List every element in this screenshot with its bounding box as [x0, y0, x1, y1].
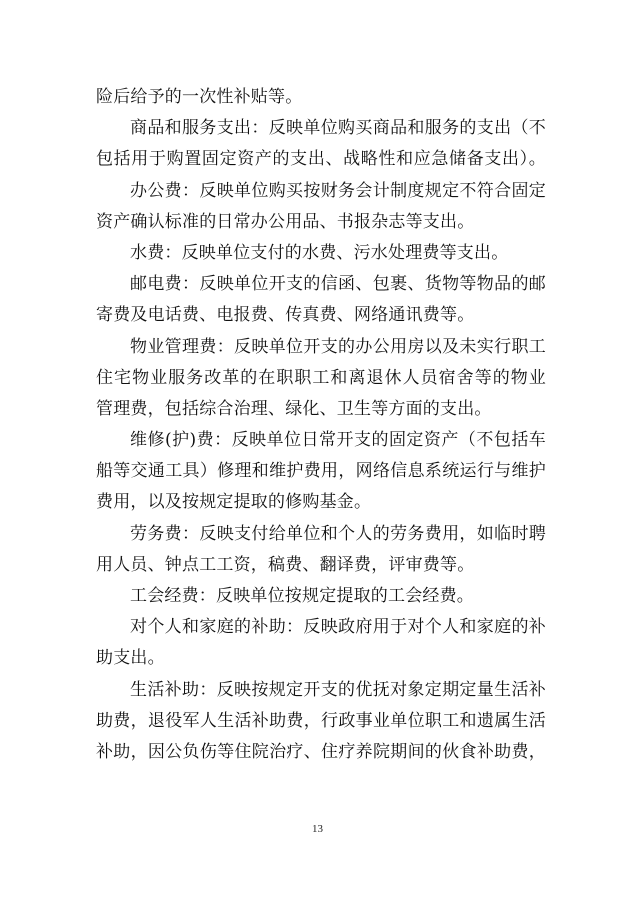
text-line: 工会经费：反映单位按规定提取的工会经费。 — [130, 586, 474, 606]
text-line: 船等交通工具）修理和维护费用，网络信息系统运行与维护 — [96, 461, 546, 482]
text-line: 助支出。 — [96, 648, 165, 669]
text-line: 管理费，包括综合治理、绿化、卫生等方面的支出。 — [96, 398, 492, 419]
text-line: 水费：反映单位支付的水费、污水处理费等支出。 — [130, 242, 509, 263]
text-line: 维修(护)费：反映单位日常开支的固定资产（不包括车 — [130, 430, 546, 451]
text-line: 补助，因公负伤等住院治疗、住疗养院期间的伙食补助费， — [96, 741, 546, 762]
text-line: 劳务费：反映支付给单位和个人的劳务费用，如临时聘 — [130, 523, 546, 544]
text-line: 对个人和家庭的补助：反映政府用于对个人和家庭的补 — [130, 617, 546, 638]
text-line: 险后给予的一次性补贴等。 — [96, 87, 303, 107]
text-line: 生活补助：反映按规定开支的优抚对象定期定量生活补 — [130, 679, 546, 700]
text-line: 住宅物业服务改革的在职职工和离退休人员宿舍等的物业 — [96, 367, 546, 388]
body-text — [96, 82, 546, 768]
text-line: 费用，以及按规定提取的修购基金。 — [96, 492, 372, 513]
text-line: 用人员、钟点工工资，稿费、翻译费，评审费等。 — [96, 554, 475, 575]
text-line: 助费，退役军人生活补助费，行政事业单位职工和遗属生活 — [96, 710, 546, 731]
text-line: 包括用于购置固定资产的支出、战略性和应急储备支出）。 — [96, 149, 546, 170]
text-line: 商品和服务支出：反映单位购买商品和服务的支出（不 — [130, 118, 546, 139]
text-line: 寄费及电话费、电报费、传真费、网络通讯费等。 — [96, 305, 475, 326]
text-line: 邮电费：反映单位开支的信函、包裹、货物等物品的邮 — [130, 274, 546, 295]
text-line: 物业管理费：反映单位开支的办公用房以及未实行职工 — [130, 336, 546, 357]
page-number: 13 — [312, 823, 323, 835]
text-line: 办公费：反映单位购买按财务会计制度规定不符合固定 — [130, 180, 546, 201]
text-line: 资产确认标准的日常办公用品、书报杂志等支出。 — [96, 211, 475, 232]
